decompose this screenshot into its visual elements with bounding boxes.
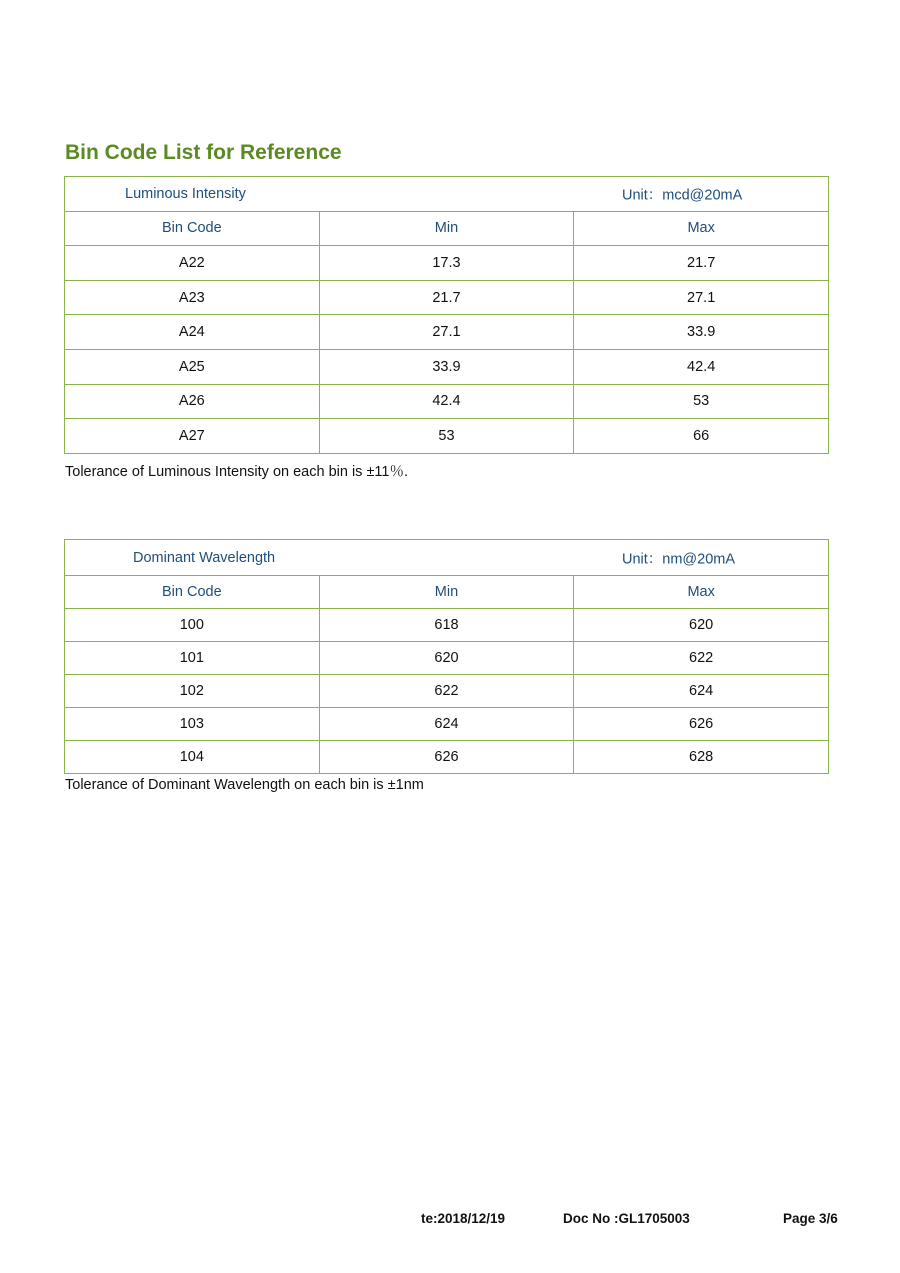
- cell-min: 33.9: [319, 349, 574, 384]
- dominant-wavelength-table: [64, 539, 829, 774]
- cell-min: 42.4: [319, 384, 574, 419]
- table-unit: Unit：mcd@20mA: [622, 187, 743, 204]
- luminous-intensity-table: [64, 176, 829, 454]
- cell-max: 42.4: [574, 349, 829, 384]
- section-title: Bin Code List for Reference: [65, 141, 342, 164]
- header-bin-code: Bin Code: [65, 576, 320, 609]
- table-header-row: [65, 576, 829, 609]
- cell-max: 628: [574, 741, 829, 774]
- wavelength-tolerance-note: Tolerance of Dominant Wavelength on each bin is ±1nm: [65, 777, 424, 793]
- cell-max: 27.1: [574, 280, 829, 315]
- table-title-cell: [65, 540, 829, 576]
- cell-min: 21.7: [319, 280, 574, 315]
- cell-bin-code: A23: [65, 280, 320, 315]
- table-row: [65, 315, 829, 350]
- table-row: [65, 609, 829, 642]
- cell-bin-code: 104: [65, 741, 320, 774]
- table-row: [65, 246, 829, 281]
- cell-bin-code: 101: [65, 642, 320, 675]
- table-header-row: [65, 211, 829, 246]
- cell-max: 626: [574, 708, 829, 741]
- header-bin-code: Bin Code: [65, 211, 320, 246]
- footer-date: te:2018/12/19: [421, 1211, 506, 1226]
- table-title-row: [65, 177, 829, 212]
- table-row: [65, 349, 829, 384]
- cell-min: 27.1: [319, 315, 574, 350]
- cell-min: 17.3: [319, 246, 574, 281]
- cell-max: 622: [574, 642, 829, 675]
- cell-min: 53: [319, 419, 574, 454]
- cell-max: 33.9: [574, 315, 829, 350]
- cell-min: 620: [319, 642, 574, 675]
- table-row: [65, 384, 829, 419]
- header-min: Min: [319, 211, 574, 246]
- cell-max: 624: [574, 675, 829, 708]
- table-name: Luminous Intensity: [125, 185, 246, 202]
- table-unit: Unit：nm@20mA: [622, 551, 736, 567]
- cell-min: 626: [319, 741, 574, 774]
- footer-page-number: Page 3/6: [783, 1211, 838, 1226]
- header-min: Min: [319, 576, 574, 609]
- cell-bin-code: A24: [65, 315, 320, 350]
- table-name: Dominant Wavelength: [133, 549, 276, 566]
- cell-bin-code: A25: [65, 349, 320, 384]
- cell-max: 21.7: [574, 246, 829, 281]
- table-row: [65, 642, 829, 675]
- cell-min: 622: [319, 675, 574, 708]
- table-row: [65, 675, 829, 708]
- luminous-tolerance-note: Tolerance of Luminous Intensity on each bin is ±11％.: [65, 464, 408, 480]
- cell-bin-code: 103: [65, 708, 320, 741]
- cell-min: 624: [319, 708, 574, 741]
- table-row: [65, 741, 829, 774]
- footer-doc-no: Doc No :GL1705003: [563, 1211, 690, 1226]
- cell-max: 66: [574, 419, 829, 454]
- cell-bin-code: 102: [65, 675, 320, 708]
- cell-max: 53: [574, 384, 829, 419]
- cell-bin-code: 100: [65, 609, 320, 642]
- header-max: Max: [574, 576, 829, 609]
- cell-bin-code: A27: [65, 419, 320, 454]
- cell-min: 618: [319, 609, 574, 642]
- header-max: Max: [574, 211, 829, 246]
- cell-max: 620: [574, 609, 829, 642]
- cell-bin-code: A26: [65, 384, 320, 419]
- table-row: [65, 419, 829, 454]
- cell-bin-code: A22: [65, 246, 320, 281]
- table-title-cell: [65, 177, 829, 212]
- table-row: [65, 280, 829, 315]
- table-row: [65, 708, 829, 741]
- table-title-row: [65, 540, 829, 576]
